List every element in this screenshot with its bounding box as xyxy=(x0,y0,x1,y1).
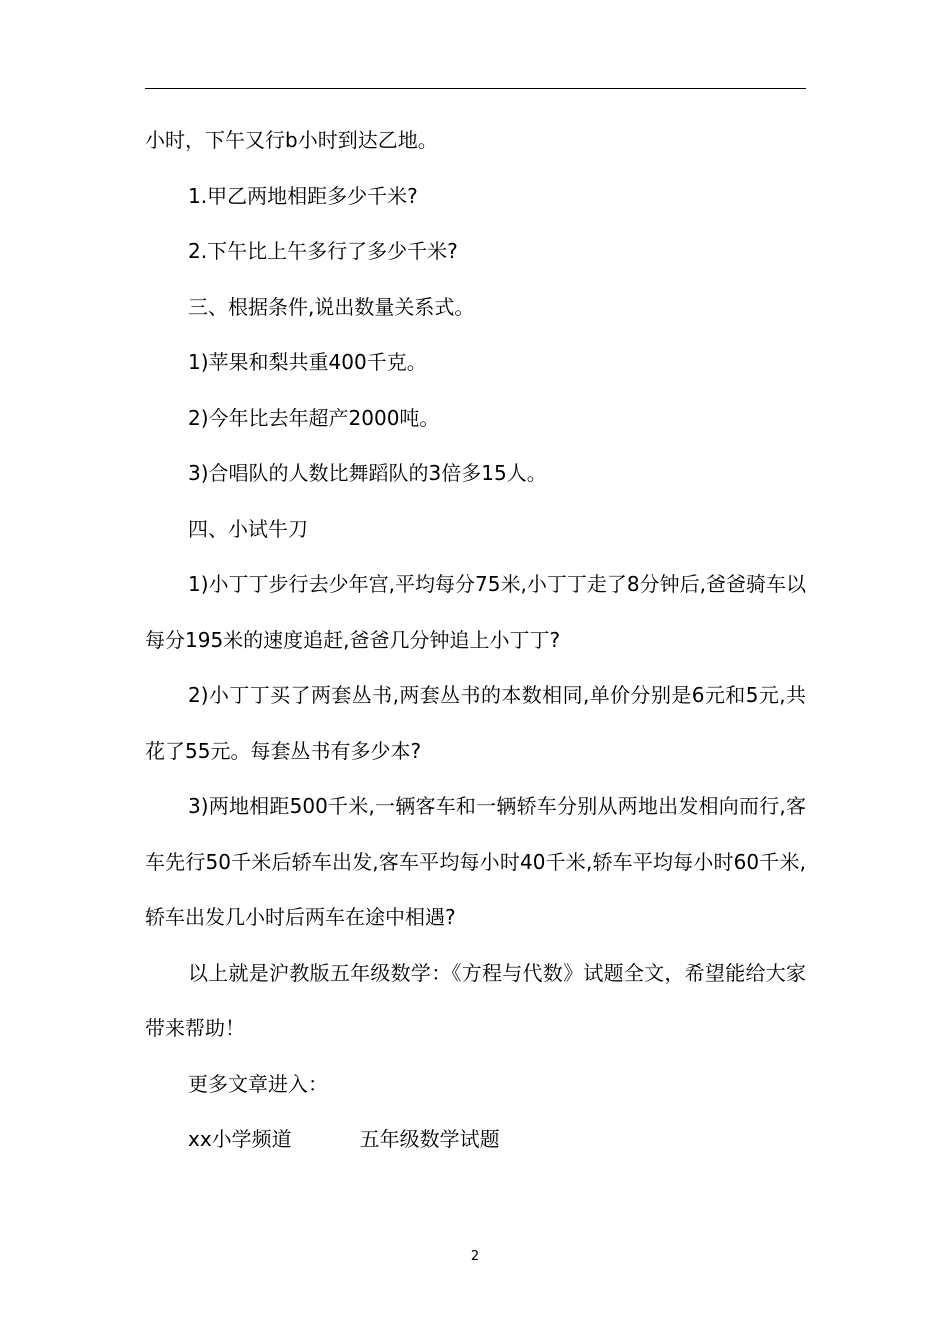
paragraph: 更多文章进入： xyxy=(188,1071,328,1096)
paragraph: 3)合唱队的人数比舞蹈队的3倍多15人。 xyxy=(188,461,547,485)
link-grade5-math-tests[interactable]: 五年级数学试题 xyxy=(359,1127,500,1151)
header-rule xyxy=(145,88,806,89)
paragraph: 1)小丁丁步行去少年宫,平均每分75米,小丁丁走了8分钟后,爸爸骑车以每分195米的速度追赶,爸爸几分钟追上小丁丁? xyxy=(145,572,806,652)
page-number: 2 xyxy=(470,1249,480,1264)
section-heading: 三、根据条件,说出数量关系式。 xyxy=(188,294,475,319)
paragraph: 以上就是沪教版五年级数学：《方程与代数》试题全文，希望能给大家带来帮助！ xyxy=(145,960,806,1040)
paragraph: 2.下午比上午多行了多少千米? xyxy=(188,239,458,263)
paragraph: 2)今年比去年超产2000吨。 xyxy=(188,405,440,430)
paragraph: 1)苹果和梨共重400千克。 xyxy=(188,350,427,374)
link-primary-channel[interactable]: xx小学频道 xyxy=(188,1127,292,1151)
paragraph: 3)两地相距500千米,一辆客车和一辆轿车分别从两地出发相向而行,客车先行50千米后轿车出发,客车平均每小时40千米,轿车平均每小时60千米,轿车出发几小时后两车在途中相遇? xyxy=(145,794,806,929)
links-row xyxy=(145,1112,806,1168)
document-body xyxy=(145,113,806,1168)
section-heading: 四、小试牛刀 xyxy=(188,516,308,541)
paragraph: 1.甲乙两地相距多少千米? xyxy=(188,183,418,208)
paragraph: 2)小丁丁买了两套丛书,两套丛书的本数相同,单价分别是6元和5元,共花了55元。每套丛书有多少本? xyxy=(145,683,806,763)
paragraph: 小时，下午又行b小时到达乙地。 xyxy=(145,128,438,152)
